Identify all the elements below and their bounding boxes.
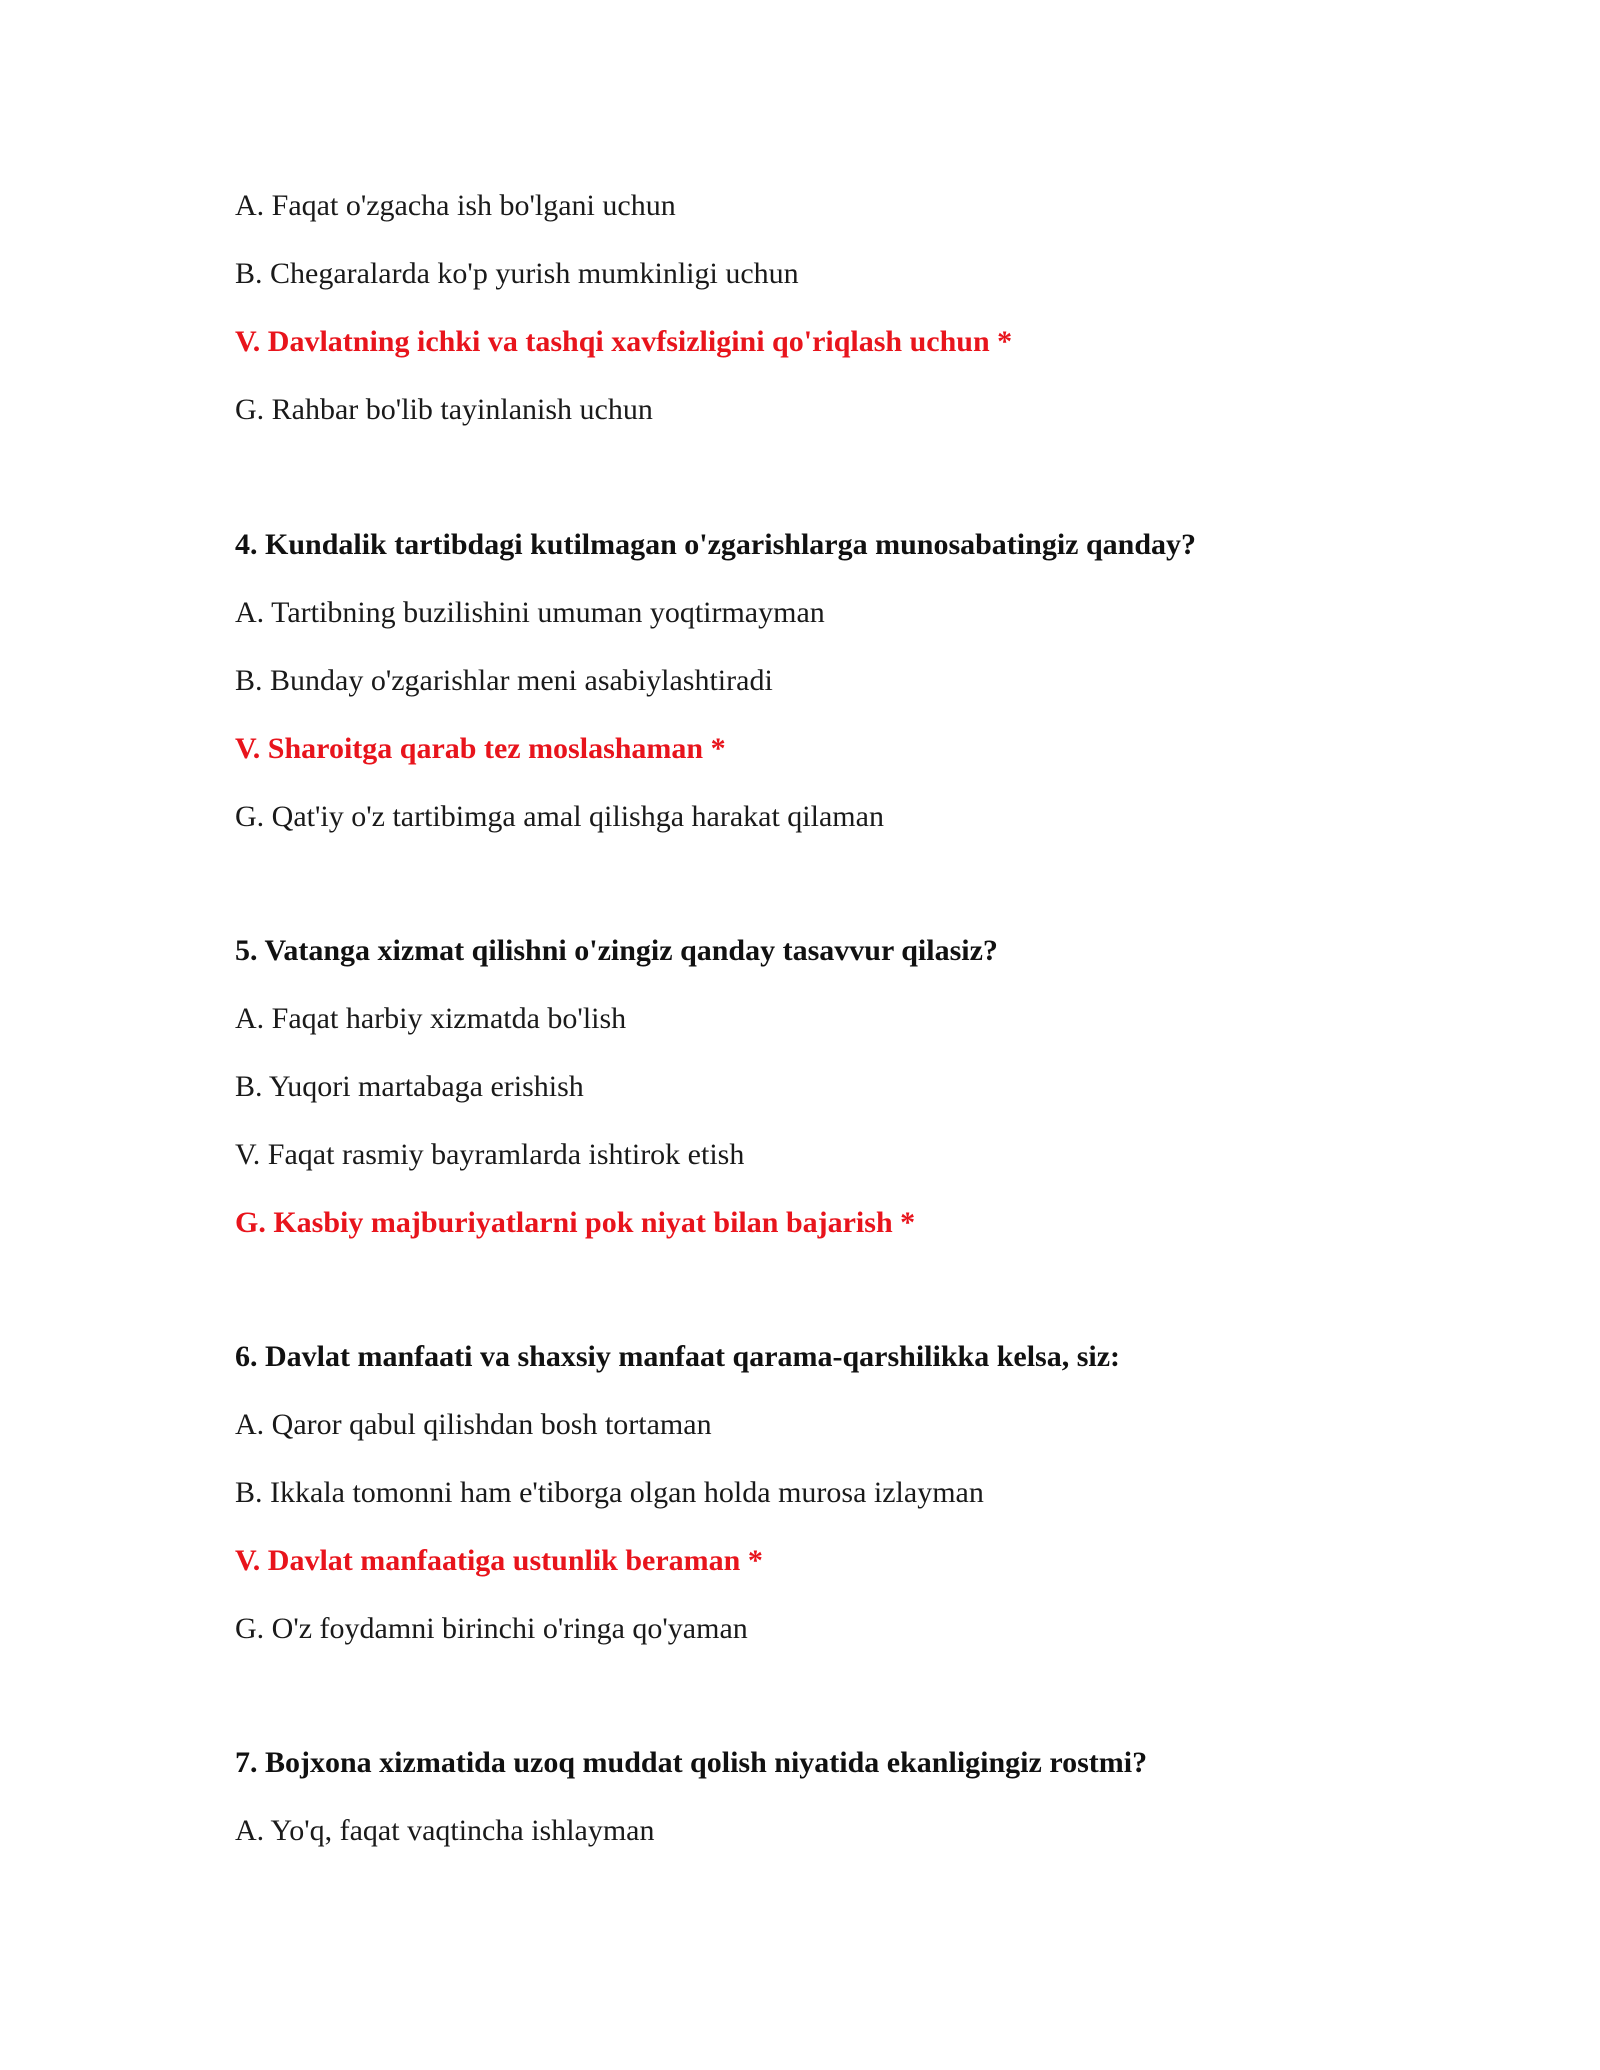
answer-option: V. Faqat rasmiy bayramlarda ishtirok etish — [235, 1138, 745, 1171]
answer-option: A. Tartibning buzilishini umuman yoqtirmayman — [235, 596, 825, 629]
answer-option: A. Faqat harbiy xizmatda bo'lish — [235, 1002, 627, 1035]
answer-option: A. Yo'q, faqat vaqtincha ishlayman — [235, 1814, 655, 1847]
question-heading: 4. Kundalik tartibdagi kutilmagan o'zgarishlarga munosabatingiz qanday? — [235, 528, 1197, 561]
correct-answer-option: V. Davlat manfaatiga ustunlik beraman * — [235, 1544, 763, 1577]
question-heading: 6. Davlat manfaati va shaxsiy manfaat qarama-qarshilikka kelsa, siz: — [235, 1340, 1121, 1373]
answer-option: G. Qat'iy o'z tartibimga amal qilishga harakat qilaman — [235, 800, 884, 833]
answer-option: G. O'z foydamni birinchi o'ringa qo'yaman — [235, 1612, 748, 1645]
correct-answer-option: G. Kasbiy majburiyatlarni pok niyat bilan bajarish * — [235, 1206, 916, 1239]
answer-option: A. Faqat o'zgacha ish bo'lgani uchun — [235, 189, 676, 222]
question-heading: 7. Bojxona xizmatida uzoq muddat qolish niyatida ekanligingiz rostmi? — [235, 1746, 1148, 1779]
answer-option: A. Qaror qabul qilishdan bosh tortaman — [235, 1408, 712, 1441]
answer-option: G. Rahbar bo'lib tayinlanish uchun — [235, 393, 653, 426]
answer-option: B. Yuqori martabaga erishish — [235, 1070, 584, 1103]
answer-option: B. Ikkala tomonni ham e'tiborga olgan holda murosa izlayman — [235, 1476, 984, 1509]
correct-answer-option: V. Davlatning ichki va tashqi xavfsizligini qo'riqlash uchun * — [235, 325, 1013, 358]
correct-answer-option: V. Sharoitga qarab tez moslashaman * — [235, 732, 726, 765]
question-heading: 5. Vatanga xizmat qilishni o'zingiz qanday tasavvur qilasiz? — [235, 934, 998, 967]
answer-option: B. Chegaralarda ko'p yurish mumkinligi uchun — [235, 257, 799, 290]
answer-option: B. Bunday o'zgarishlar meni asabiylashtiradi — [235, 664, 773, 697]
